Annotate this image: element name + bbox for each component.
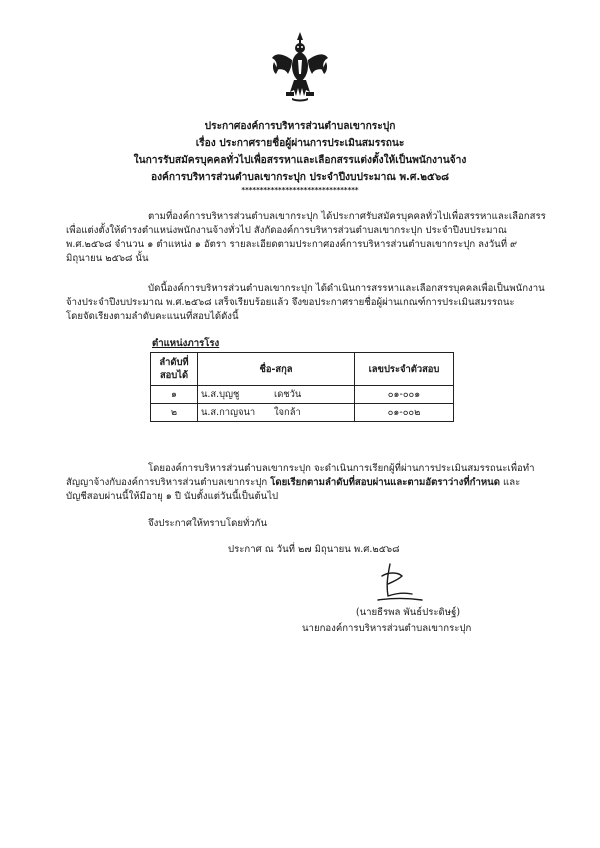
announcement-subject-line2: ในการรับสมัครบุคคลทั่วไปเพื่อสรรหาและเลือกสรรแต่งตั้งให้เป็นพนักงานจ้าง	[133, 155, 467, 166]
announcement-subject: เรื่อง ประกาศรายชื่อผู้ผ่านการประเมินสมรรถนะ	[195, 138, 405, 149]
last-name: เดชวัน	[273, 388, 302, 400]
exam-number-column-header: เลขประจำตัวสอบ	[355, 353, 454, 386]
announcement-subject-line3: องค์การบริหารส่วนตำบลเขากระปุก ประจำปีงบประมาณ พ.ศ.๒๕๖๘	[150, 172, 450, 183]
name-column-header: ชื่อ-สกุล	[198, 353, 355, 386]
position-title: ตำแหน่งภารโรง	[152, 338, 220, 349]
announcement-closing: จึงประกาศให้ทราบโดยทั่วกัน	[148, 518, 268, 529]
paragraph-result	[66, 282, 568, 324]
first-name: น.ส.บุญชู	[201, 388, 240, 400]
announcement-date: ประกาศ ณ วันที่ ๒๗ มิถุนายน พ.ศ.๒๕๖๘	[228, 544, 400, 555]
announcement-title: ประกาศองค์การบริหารส่วนตำบลเขากระปุก	[204, 121, 396, 132]
rank-cell: ๒	[151, 404, 198, 422]
paragraph-line: มิถุนายน ๒๕๖๘ นั้น	[66, 252, 149, 264]
name-cell	[198, 386, 355, 404]
name-cell	[198, 404, 355, 422]
paragraph-line	[66, 476, 573, 490]
table-row	[151, 404, 454, 422]
results-table	[150, 352, 454, 422]
paragraph-line: โดยจัดเรียงตามลำดับคะแนนที่สอบได้ดังนี้	[66, 310, 239, 322]
table-row	[151, 386, 454, 404]
paragraph-background	[66, 210, 568, 266]
paragraph-line: ตามที่องค์การบริหารส่วนตำบลเขากระปุก ได้ประกาศรับสมัครบุคคลทั่วไปเพื่อสรรหาและเลือกสรร	[148, 211, 546, 222]
document-header	[0, 118, 600, 195]
paragraph-text: และ	[499, 476, 521, 488]
exam-number-cell: ๐๑-๐๐๑	[355, 386, 454, 404]
table-header-row	[151, 353, 454, 386]
paragraph-line: จ้างประจำปีงบประมาณ พ.ศ.๒๕๖๘ เสร็จเรียบร้อยแล้ว จึงขอประกาศรายชื่อผู้ผ่านเกณฑ์การประเมินสมรรถนะ	[66, 296, 515, 308]
header-separator: ********************************	[241, 186, 359, 194]
rank-cell: ๑	[151, 386, 198, 404]
exam-number-cell: ๐๑-๐๐๒	[355, 404, 454, 422]
garuda-emblem-icon	[270, 30, 330, 102]
paragraph-line: พ.ศ.๒๕๖๘ จำนวน ๑ ตำแหน่ง ๑ อัตรา รายละเอียดตามประกาศองค์การบริหารส่วนตำบลเขากระปุก ลงวันที่ ๙	[66, 238, 518, 250]
emphasis-text: โดยเรียกตามลำดับที่สอบผ่านและตามอัตราว่างที่กำหนด	[270, 476, 500, 488]
paragraph-line: บัญชีสอบผ่านนี้ให้มีอายุ ๑ ปี นับตั้งแต่วันนี้เป็นต้นไป	[66, 490, 279, 502]
signer-name: (นายธีรพล พันธ์ประดิษฐ์)	[355, 607, 461, 618]
paragraph-text: สัญญาจ้างกับองค์การบริหารส่วนตำบลเขากระปุก	[66, 476, 271, 488]
first-name: น.ส.กาญจนา	[201, 406, 256, 418]
signer-position: นายกองค์การบริหารส่วนตำบลเขากระปุก	[302, 623, 472, 634]
paragraph-line: เพื่อแต่งตั้งให้ดำรงตำแหน่งพนักงานจ้างทั่วไป สังกัดองค์การบริหารส่วนตำบลเขากระปุก ประจำปีงบประมาณ	[66, 224, 507, 236]
paragraph-line: โดยองค์การบริหารส่วนตำบลเขากระปุก จะดำเนินการเรียกผู้ที่ผ่านการประเมินสมรรถนะเพื่อทำ	[148, 463, 535, 474]
last-name: ใจกล้า	[273, 406, 301, 418]
paragraph-line: บัดนี้องค์การบริหารส่วนตำบลเขากระปุก ได้ดำเนินการสรรหาและเลือกสรรบุคคลเพื่อเป็นพนักงาน	[148, 283, 545, 294]
handwritten-signature	[368, 560, 428, 606]
paragraph-procedure	[66, 462, 573, 504]
rank-column-header: ลำดับที่ สอบได้	[151, 353, 198, 386]
